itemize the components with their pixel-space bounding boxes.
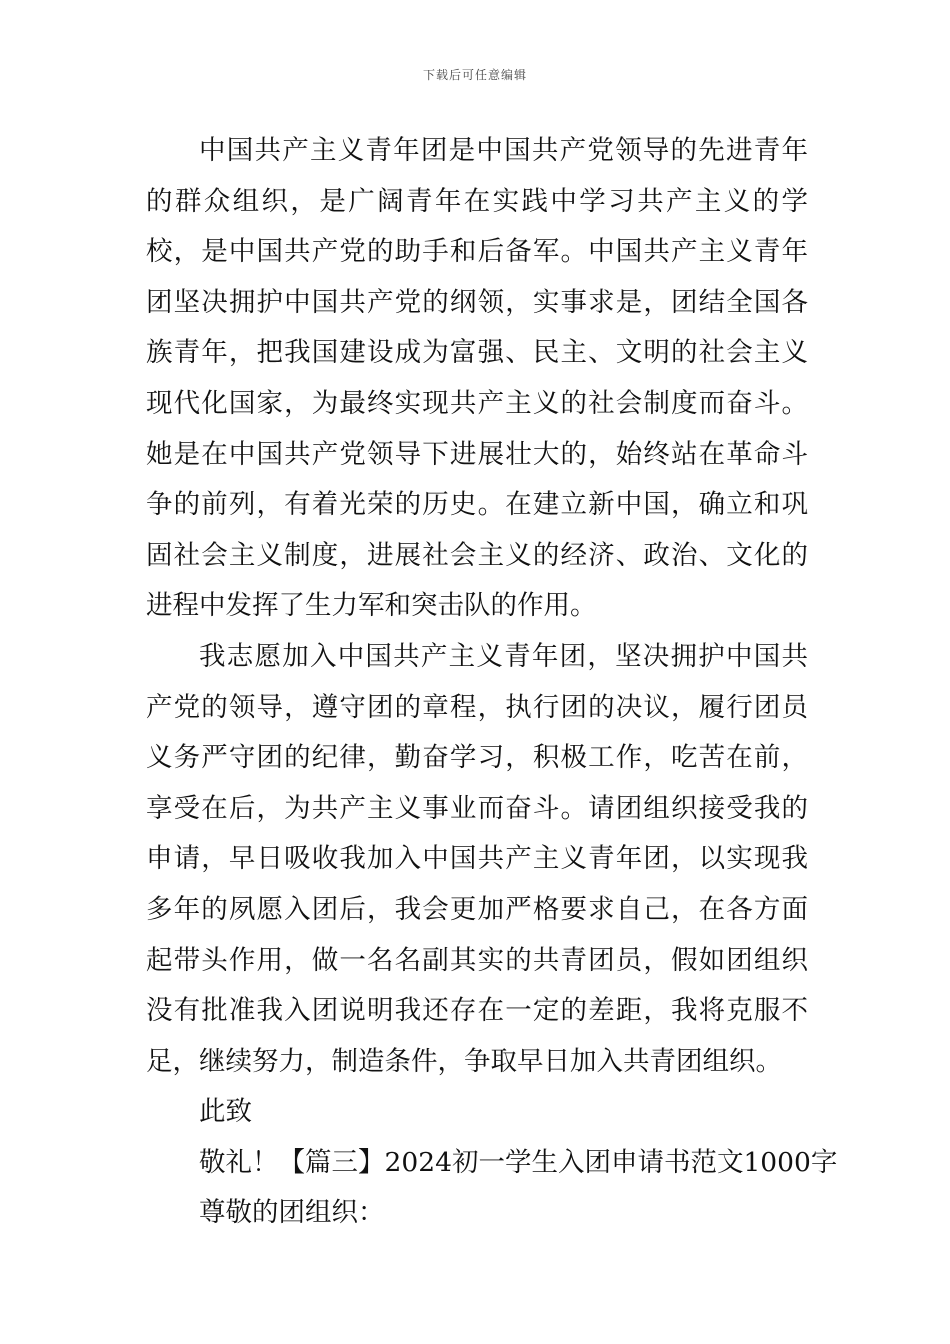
salute-and-section-title: 敬礼！【篇三】2024初一学生入团申请书范文1000字 [199, 1146, 838, 1178]
header-note: 下载后可任意编辑 [422, 68, 527, 82]
document-body [146, 126, 838, 1239]
paragraph-application: 我志愿加入中国共产主义青年团，坚决拥护中国共产党的领导，遵守团的章程，执行团的决议，履行团员义务严守团的纪律，勤奋学习，积极工作，吃苦在前，享受在后，为共产主义事业而奋斗。请团组织接受我的申请，早日吸收我加入中国共产主义青年团，以实现我多年的夙愿入团后，我会更加严格要求自己，在各方面起带头作用，做一名名副其实的共青团员，假如团组织没有批准我入团说明我还存在一定的差距，我将克服不足，继续努力，制造条件，争取早日加入共青团组织。 [146, 640, 808, 1077]
paragraph-league-intro: 中国共产主义青年团是中国共产党领导的先进青年的群众组织，是广阔青年在实践中学习共产主义的学校，是中国共产党的助手和后备军。中国共产主义青年团坚决拥护中国共产党的纲领，实事求是，团结全国各族青年，把我国建设成为富强、民主、文明的社会主义现代化国家，为最终实现共产主义的社会制度而奋斗。她是在中国共产党领导下进展壮大的，始终站在革命斗争的前列，有着光荣的历史。在建立新中国，确立和巩固社会主义制度，进展社会主义的经济、政治、文化的进程中发挥了生力军和突击队的作用。 [146, 135, 808, 622]
closing-line: 此致 [199, 1096, 252, 1128]
greeting-line: 尊敬的团组织： [199, 1197, 385, 1229]
